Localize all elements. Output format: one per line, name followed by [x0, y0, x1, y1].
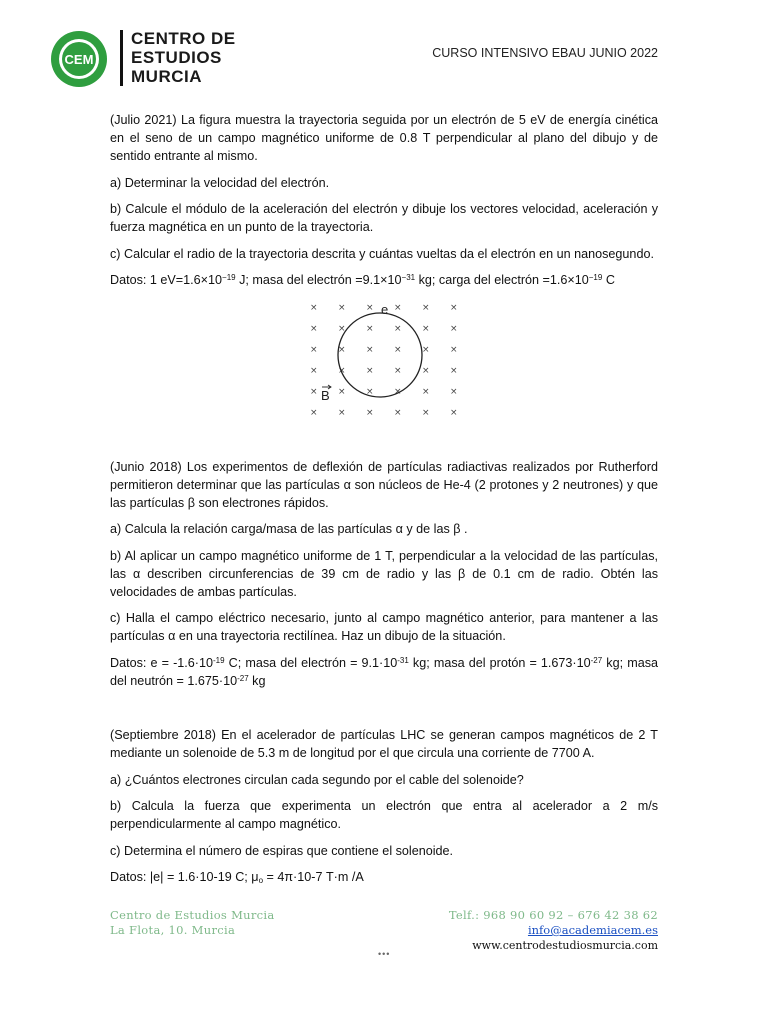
logo-line-2: ESTUDIOS	[131, 48, 222, 67]
field-cross-mark: ×	[394, 365, 402, 376]
field-cross-mark: ×	[366, 386, 374, 397]
field-cross-mark: ×	[394, 386, 402, 397]
field-cross-mark: ×	[422, 407, 430, 418]
field-cross-mark: ×	[450, 302, 458, 313]
data-text: kg	[248, 673, 266, 688]
field-cross-mark: ×	[310, 344, 318, 355]
problem1-part-b: b) Calcule el módulo de la aceleración del electrón y dibuje los vectores velocidad, aceleración y fuerza magnética en un punto de la trayectoria.	[110, 202, 658, 234]
data-text: Datos: e = -1.6·10	[110, 655, 213, 670]
field-cross-mark: ×	[422, 365, 430, 376]
field-cross-mark: ×	[310, 323, 318, 334]
data-text: kg; masa del protón = 1.673·10	[408, 655, 591, 670]
problem2-part-b: b) Al aplicar un campo magnético uniforme de 1 T, perpendicular a la velocidad de las partículas, las α describen circunferencias de 39 cm de radio y las β de 0.1 cm de radio. Obtén las velocidades de ambas partículas.	[110, 548, 658, 599]
problem2-data	[110, 654, 658, 690]
field-cross-mark: ×	[310, 302, 318, 313]
footer-website[interactable]: www.centrodestudiosmurcia.com	[472, 939, 658, 952]
problem1-statement: (Julio 2021) La figura muestra la trayectoria seguida por un electrón de 5 eV de energía cinética en el seno de un campo magnético uniforme de 0.8 T perpendicular al plano del dibujo y de sentido entrante al mismo.	[110, 113, 658, 163]
exponent: -27	[590, 655, 603, 665]
exponent: −19	[588, 273, 603, 282]
field-cross-mark: ×	[338, 386, 346, 397]
problem3-data	[110, 868, 658, 890]
footer-street: La Flota, 10. Murcia	[110, 923, 236, 937]
exponent: -27	[237, 673, 249, 683]
field-cross-mark: ×	[366, 323, 374, 334]
data-text: J; masa del electrón =9.1×10	[235, 273, 402, 287]
footer-email-link[interactable]: info@academiacem.es	[527, 923, 658, 937]
exponent: −31	[401, 273, 416, 282]
logo-icon	[50, 30, 108, 88]
problem3-part-b: b) Calcula la fuerza que experimenta un electrón que entra al acelerador a 2 m/s perpendicularmente al campo magnético.	[110, 799, 658, 831]
magnetic-field-figure	[110, 298, 658, 438]
trajectory-diagram	[300, 298, 470, 418]
data-text: C; masa del electrón = 9.1·10	[224, 655, 398, 670]
footer-center-name: Centro de Estudios Murcia	[110, 908, 275, 922]
field-cross-mark: ×	[366, 344, 374, 355]
field-cross-mark: ×	[366, 365, 374, 376]
problem1-part-c: c) Calcular el radio de la trayectoria descrita y cuántas vueltas da el electrón en un nanosegundo.	[110, 246, 654, 261]
problem1-data	[110, 271, 658, 289]
exponent: -19	[212, 655, 225, 665]
field-cross-mark: ×	[450, 407, 458, 418]
field-cross-mark: ×	[394, 407, 402, 418]
field-cross-mark: ×	[310, 386, 318, 397]
field-cross-mark: ×	[366, 302, 374, 313]
field-cross-mark: ×	[394, 302, 402, 313]
exponent: −19	[222, 273, 236, 282]
logo-line-1: CENTRO DE	[131, 29, 236, 48]
exercise-body	[110, 111, 658, 899]
problem3-statement: (Septiembre 2018) En el acelerador de partículas LHC se generan campos magnéticos de 2 T mediante un solenoide de 5.3 m de longitud por el que circula una corriente de 7700 A.	[110, 728, 658, 760]
problem2-statement: (Junio 2018) Los experimentos de deflexión de partículas radiactivas realizados por Rutherford permitieron determinar que las partículas α son núcleos de He-4 (2 protones y 2 neutrones) y que las partículas β son electrones rápidos.	[110, 459, 658, 510]
logo-wordmark	[131, 29, 236, 86]
logo-divider	[120, 30, 123, 86]
field-cross-mark: ×	[338, 302, 346, 313]
field-cross-mark: ×	[338, 365, 346, 376]
field-cross-mark: ×	[450, 323, 458, 334]
problem3-part-a: a) ¿Cuántos electrones circulan cada segundo por el cable del solenoide?	[110, 772, 524, 787]
data-text: kg; carga del electrón =1.6×10	[415, 273, 589, 287]
problem2-part-c: c) Halla el campo eléctrico necesario, junto al campo magnético anterior, para mantener a las partículas α en una trayectoria rectilínea. Haz un dibujo de la situación.	[110, 611, 658, 643]
problem3-part-c: c) Determina el número de espiras que contiene el solenoide.	[110, 843, 454, 858]
field-label: B	[321, 387, 330, 403]
field-cross-mark: ×	[338, 407, 346, 418]
field-cross-mark: ×	[338, 344, 346, 355]
footer-contact	[449, 908, 658, 953]
data-text: C	[602, 273, 615, 287]
field-cross-mark: ×	[366, 407, 374, 418]
page-dots: •••	[378, 949, 391, 959]
data-text: = 4π·10-7 T·m /A	[263, 870, 364, 884]
course-title: CURSO INTENSIVO EBAU JUNIO 2022	[432, 46, 658, 60]
field-cross-mark: ×	[310, 407, 318, 418]
subscript: o	[258, 876, 264, 885]
svg-text:CEM: CEM	[64, 52, 94, 67]
logo-line-3: MURCIA	[131, 67, 202, 86]
field-cross-mark: ×	[450, 365, 458, 376]
field-cross-mark: ×	[394, 323, 402, 334]
field-cross-mark: ×	[422, 386, 430, 397]
problem1-part-a: a) Determinar la velocidad del electrón.	[110, 175, 330, 190]
field-cross-mark: ×	[422, 323, 430, 334]
footer-address	[110, 908, 275, 938]
field-cross-mark: ×	[394, 344, 402, 355]
field-cross-mark: ×	[422, 344, 430, 355]
problem2-part-a: a) Calcula la relación carga/masa de las partículas α y de las β .	[110, 522, 468, 536]
field-cross-mark: ×	[310, 365, 318, 376]
field-cross-mark: ×	[338, 323, 346, 334]
field-cross-mark: ×	[450, 386, 458, 397]
data-text: Datos: 1 eV=1.6×10	[110, 273, 223, 287]
footer-phone: Telf.: 968 90 60 92 – 676 42 38 62	[448, 908, 658, 922]
electron-label: e	[381, 301, 389, 317]
field-cross-mark: ×	[422, 302, 430, 313]
data-text: kg; masa del neutrón = 1.675·10	[110, 655, 659, 688]
electron-trajectory	[338, 313, 422, 397]
field-cross-mark: ×	[450, 344, 458, 355]
exponent: -31	[397, 655, 409, 665]
data-text: Datos: |e| = 1.6·10-19 C; μ	[110, 870, 259, 884]
